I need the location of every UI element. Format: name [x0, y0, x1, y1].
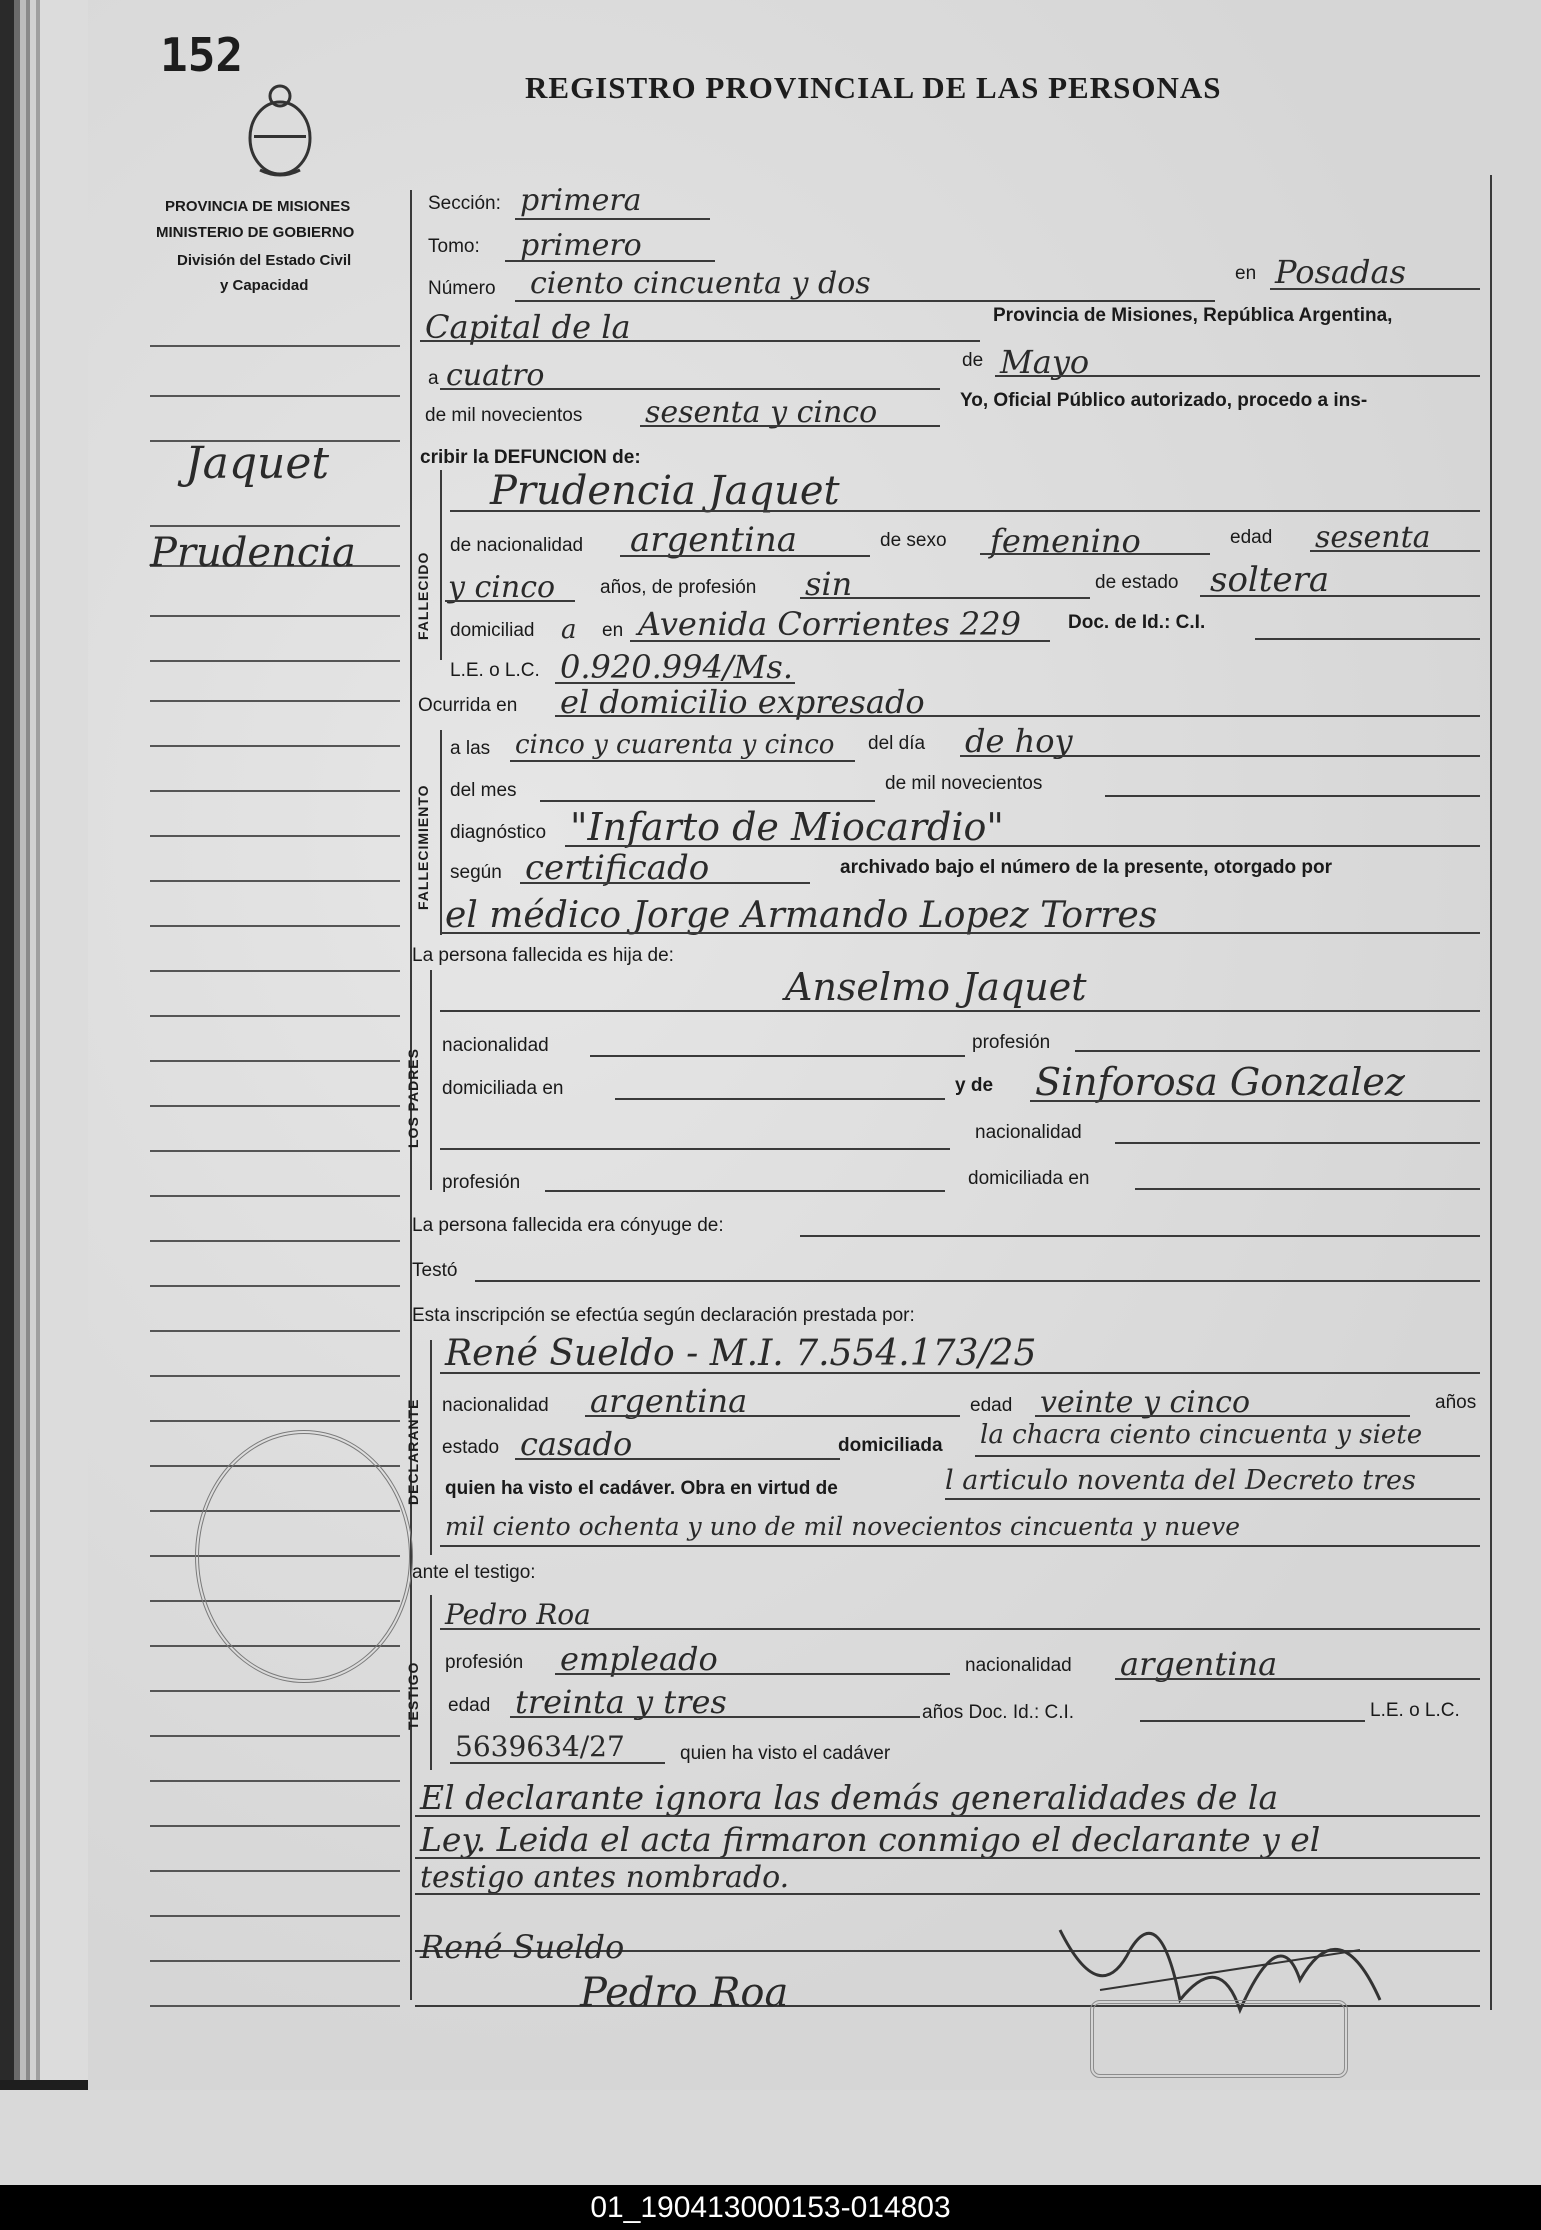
label-p-nacionalidad2: nacionalidad: [975, 1122, 1082, 1143]
value-t-nombre: Pedro Roa: [445, 1598, 591, 1631]
value-d-edad: veinte y cinco: [1040, 1385, 1251, 1420]
label-p-profesion: profesión: [972, 1032, 1051, 1053]
note-line-2: Ley. Leida el acta firmaron conmigo el declarante y el: [420, 1820, 1321, 1859]
value-nacionalidad: argentina: [630, 520, 798, 560]
side-label-fallecido: FALLECIDO: [415, 551, 431, 640]
value-d-estado: casado: [520, 1425, 633, 1463]
value-anio: sesenta y cinco: [645, 395, 878, 430]
page-number: 152: [160, 28, 244, 82]
label-hija-de: La persona fallecida es hija de:: [412, 945, 674, 966]
value-capital: Capital de la: [425, 308, 631, 346]
value-t-profesion: empleado: [560, 1640, 718, 1678]
value-edad1: sesenta: [1315, 520, 1431, 555]
label-diagnostico: diagnóstico: [450, 822, 547, 843]
label-testo: Testó: [412, 1260, 458, 1281]
label-inscripcion: Esta inscripción se efectúa según declaración prestada por:: [412, 1305, 915, 1326]
value-t-edad: treinta y tres: [515, 1683, 727, 1721]
label-d-anos: años: [1435, 1392, 1477, 1413]
value-d-articulo1: l articulo noventa del Decreto tres: [945, 1465, 1416, 1496]
value-dia-fall: de hoy: [965, 722, 1073, 760]
note-line-1: El declarante ignora las demás generalidades de la: [420, 1778, 1279, 1817]
label-estado: de estado: [1095, 572, 1179, 593]
label-d-domiciliada: domiciliada: [838, 1435, 943, 1456]
label-del-mes: del mes: [450, 780, 517, 801]
image-caption: 01_190413000153-014803: [0, 2185, 1541, 2230]
label-tomo: Tomo:: [428, 236, 480, 257]
label-seccion: Sección:: [428, 193, 501, 214]
page-title: REGISTRO PROVINCIAL DE LAS PERSONAS: [525, 70, 1222, 105]
note-line-3: testigo antes nombrado.: [420, 1860, 790, 1895]
label-numero: Número: [428, 278, 496, 299]
value-t-le: 5639634/27: [455, 1730, 625, 1763]
signature-declarante: René Sueldo: [420, 1928, 625, 1966]
label-cribir: cribir la DEFUNCION de:: [420, 447, 641, 468]
label-archivado: archivado bajo el número de la presente, otorgado por: [840, 857, 1332, 878]
label-p-domiciliada: domiciliada en: [442, 1078, 564, 1099]
label-t-le: L.E. o L.C.: [1370, 1700, 1460, 1721]
header-capacity: y Capacidad: [220, 277, 309, 294]
label-de: de: [962, 350, 984, 371]
header-division: División del Estado Civil: [177, 252, 352, 269]
page-bottom-margin: [0, 2090, 1541, 2185]
value-domicilio-suffix: a: [561, 615, 577, 645]
official-stamp: [195, 1430, 413, 1683]
label-provincia: Provincia de Misiones, República Argentina,: [993, 305, 1393, 326]
label-sexo: de sexo: [880, 530, 947, 551]
label-edad: edad: [1230, 527, 1273, 548]
label-de-mil2: de mil novecientos: [885, 773, 1043, 794]
book-binding-edge: [0, 0, 92, 2080]
value-t-nacionalidad: argentina: [1120, 1645, 1278, 1683]
label-t-anos: años Doc. Id.: C.I.: [922, 1702, 1075, 1723]
value-mes: Mayo: [1000, 343, 1090, 381]
value-profesion: sin: [805, 565, 853, 603]
label-doc: Doc. de Id.: C.I.: [1068, 612, 1206, 633]
label-t-profesion: profesión: [445, 1652, 524, 1673]
label-domiciliad: domiciliad: [450, 620, 535, 641]
side-label-declarante: DECLARANTE: [405, 1398, 421, 1505]
value-padre: Anselmo Jaquet: [785, 965, 1087, 1009]
value-d-domicilio: la chacra ciento cincuenta y siete: [980, 1420, 1423, 1450]
label-en-dom: en: [602, 620, 624, 641]
side-label-padres: LOS PADRES: [405, 1048, 421, 1148]
label-t-nacionalidad: nacionalidad: [965, 1655, 1072, 1676]
value-estado: soltera: [1210, 560, 1330, 600]
coat-of-arms-icon: [240, 80, 320, 180]
label-d-nacionalidad: nacionalidad: [442, 1395, 549, 1416]
label-d-edad: edad: [970, 1395, 1013, 1416]
label-en: en: [1235, 263, 1257, 284]
margin-note-name: Prudencia: [150, 530, 356, 576]
label-a: a: [428, 368, 439, 389]
value-sexo: femenino: [990, 522, 1141, 560]
value-domicilio: Avenida Corrientes 229: [638, 605, 1021, 643]
value-ciudad: Posadas: [1275, 253, 1406, 291]
label-d-visto: quien ha visto el cadáver. Obra en virtud de: [445, 1478, 838, 1499]
value-hora: cinco y cuarenta y cinco: [515, 730, 835, 760]
value-ocurrida: el domicilio expresado: [560, 683, 925, 721]
label-de-mil: de mil novecientos: [425, 405, 583, 426]
label-t-edad: edad: [448, 1695, 491, 1716]
margin-note-surname: Jaquet: [185, 438, 330, 489]
side-label-testigo: TESTIGO: [405, 1661, 421, 1730]
value-medico: el médico Jorge Armando Lopez Torres: [445, 895, 1158, 936]
label-segun: según: [450, 862, 502, 883]
label-le-lc: L.E. o L.C.: [450, 660, 540, 681]
value-nombre: Prudencia Jaquet: [490, 468, 840, 514]
header-province: PROVINCIA DE MISIONES: [165, 198, 351, 215]
value-d-articulo2: mil ciento ochenta y uno de mil novecientos cincuenta y nueve: [445, 1512, 1241, 1541]
value-certificado: certificado: [525, 848, 710, 888]
label-yo-oficial: Yo, Oficial Público autorizado, procedo a ins-: [960, 390, 1368, 411]
value-le: 0.920.994/Ms.: [560, 648, 793, 686]
side-label-fallecimiento: FALLECIMIENTO: [415, 784, 431, 910]
label-del-dia: del día: [868, 733, 926, 754]
label-p-domiciliada2: domiciliada en: [968, 1168, 1090, 1189]
value-tomo: primero: [520, 228, 642, 263]
value-diagnostico: "Infarto de Miocardio": [570, 805, 1004, 849]
value-edad2: y cinco: [448, 570, 556, 605]
signature-testigo: Pedro Roa: [580, 1970, 789, 2016]
value-d-nacionalidad: argentina: [590, 1382, 748, 1420]
label-nacionalidad: de nacionalidad: [450, 535, 584, 556]
value-dia: cuatro: [446, 358, 545, 393]
registrar-stamp: [1090, 2000, 1348, 2078]
label-p-profesion2: profesión: [442, 1172, 521, 1193]
label-anos-profesion: años, de profesión: [600, 577, 757, 598]
label-d-estado: estado: [442, 1437, 500, 1458]
value-declarante: René Sueldo - M.I. 7.554.173/25: [445, 1333, 1037, 1374]
label-testigo: ante el testigo:: [412, 1562, 536, 1583]
label-t-visto: quien ha visto el cadáver: [680, 1743, 891, 1764]
label-p-nacionalidad: nacionalidad: [442, 1035, 549, 1056]
label-conyuge: La persona fallecida era cónyuge de:: [412, 1215, 724, 1236]
header-ministry: MINISTERIO DE GOBIERNO: [156, 224, 355, 241]
value-madre: Sinforosa Gonzalez: [1035, 1060, 1405, 1104]
label-a-las: a las: [450, 738, 491, 759]
label-ocurrida: Ocurrida en: [418, 695, 518, 716]
value-numero: ciento cincuenta y dos: [530, 266, 871, 301]
value-seccion: primera: [520, 183, 642, 218]
label-y-de: y de: [955, 1075, 994, 1096]
